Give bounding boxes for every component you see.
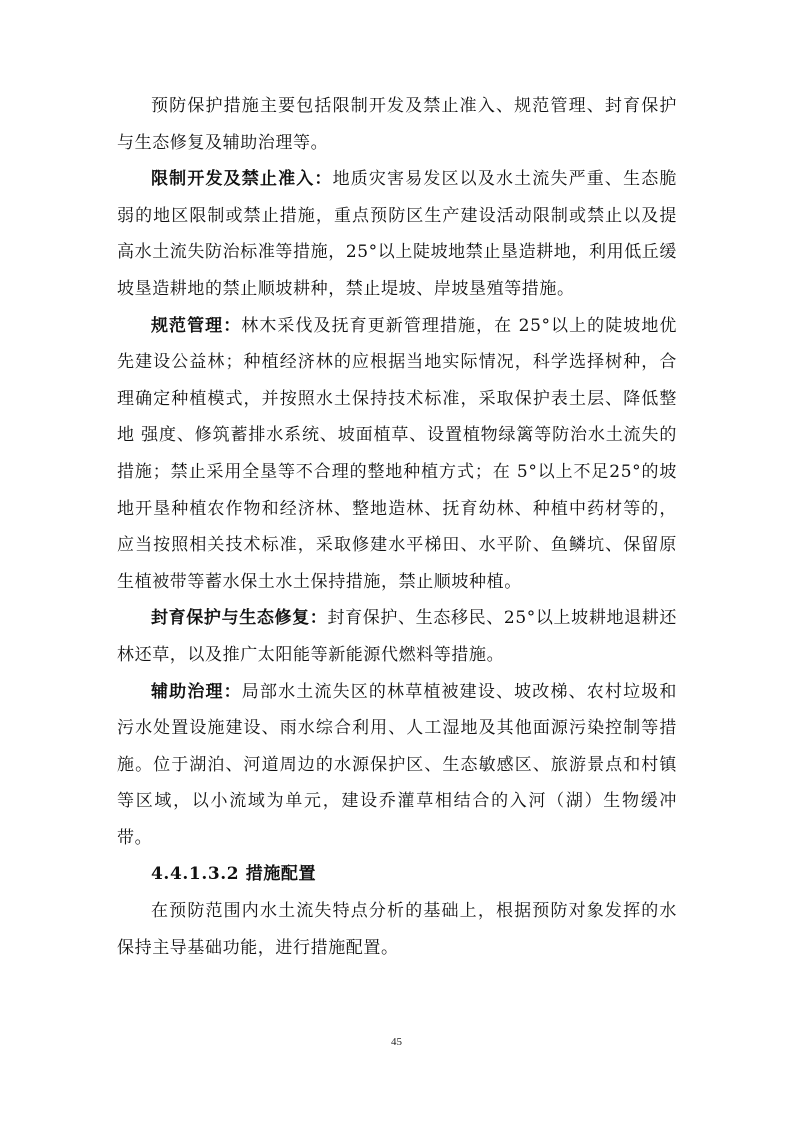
page-body [117,88,677,966]
restricted-development-lead: 限制开发及禁止准入： [151,169,333,190]
section-heading: 4.4.1.3.2 措施配置 [151,864,317,885]
restricted-development-text: 地质灾害易发区以及水土流失严重、生态脆弱的地区限制或禁止措施，重点预防区生产建设活动限制或禁止以及提 高水土流失防治标准等措施，25°以上陡坡地禁止垦造耕地，利用低丘缓坡垦造耕地的禁止顺坡耕种，禁止堤坡、岸坡垦殖等措施。 [117,169,678,299]
auxiliary-treatment-lead: 辅助治理： [151,681,242,702]
auxiliary-treatment-text: 局部水土流失区的林草植被建设、坡改梯、农村垃圾和污水处置设施建设、雨水综合利用、人工湿地及其他面源污染控制等措施。位于湖泊、河道周边的水源保护区、生态敏感区、旅游景点和村镇 等区域，以小流域为单元，建设乔灌草相结合的入河（湖）生物缓冲带。 [117,681,678,848]
intro-paragraph [117,88,677,161]
enclosure-restoration-paragraph [117,600,677,673]
standard-management-text: 林木采伐及抚育更新管理措施，在 25°以上的陡坡地优先建设公益林；种植经济林的应根据当地实际情况，科学选择树种，合理确定种植模式，并按照水土保持技术标准，采取保护表土层、降低整地 强度、修筑蓄排水系统、坡面植草、设置植物绿篱等防治水土流失的措施；禁止采用全垦等不合理的整地种植方式；在 5°以上不足25°的坡地开垦种植农作物和经济林、整地造林、抚育幼林、种植中药材等的，应当按照相关技术标准，采取修建水平梯田、水平阶、鱼鳞坑、保留原生植被带等蓄水保土水土保持措施，禁止顺坡种植。 [117,315,677,592]
closing-paragraph-text: 在预防范围内水土流失特点分析的基础上，根据预防对象发挥的水 保持主导基础功能，进行措施配置。 [117,901,677,958]
enclosure-restoration-text: 封育保护、生态移民、25°以上坡耕地退耕还林还草，以及推广太阳能等新能源代燃料等措施。 [117,608,677,665]
page-number: 45 [391,1036,402,1048]
standard-management-paragraph [117,308,677,601]
intro-paragraph-text: 预防保护措施主要包括限制开发及禁止准入、规范管理、封育保护 与生态修复及辅助治理等。 [117,96,677,153]
auxiliary-treatment-paragraph [117,674,677,857]
standard-management-lead: 规范管理： [151,315,242,336]
closing-paragraph [117,893,677,966]
enclosure-restoration-lead: 封育保护与生态修复： [151,608,328,629]
restricted-development-paragraph [117,161,677,307]
